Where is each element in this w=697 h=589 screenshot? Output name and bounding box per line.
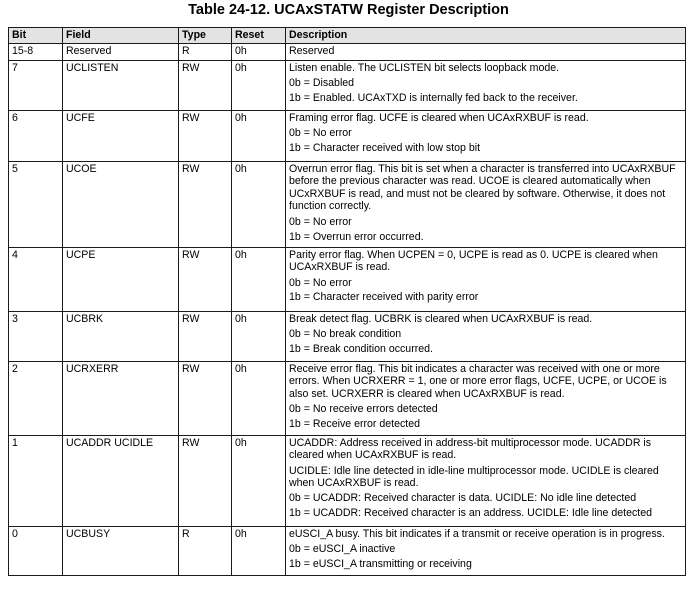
cell-type: RW [179, 247, 232, 311]
description-line: 1b = Receive error detected [289, 417, 421, 430]
cell-field: UCBUSY [63, 526, 179, 575]
cell-field: UCPE [63, 247, 179, 311]
cell-reset: 0h [232, 361, 286, 435]
cell-reset: 0h [232, 311, 286, 361]
description-line: 0b = No error [289, 215, 352, 228]
description-line: 0b = UCADDR: Received character is data. UCIDLE: No idle line detected [289, 491, 637, 504]
description-line: 0b = No error [289, 276, 352, 289]
cell-description [286, 311, 686, 361]
description-line: 0b = No error [289, 127, 352, 140]
cell-description [286, 526, 686, 575]
description-line: Overrun error flag. This bit is set when a character is transferred into UCAxRXBUF before the previous character was read. UCOE is cleared automatically when UCxRXBUF is read, and must not be cleared by software. Otherwise, it does not function correctly. [289, 162, 676, 213]
description-line: 1b = Character received with low stop bit [289, 141, 481, 154]
cell-bit: 3 [9, 311, 63, 361]
cell-reset: 0h [232, 247, 286, 311]
header-description: Description [286, 28, 686, 44]
cell-reset: 0h [232, 526, 286, 575]
cell-bit: 15-8 [9, 44, 63, 61]
cell-bit: 7 [9, 60, 63, 110]
register-table [8, 27, 686, 576]
header-type: Type [179, 28, 232, 44]
cell-bit: 0 [9, 526, 63, 575]
cell-reset: 0h [232, 161, 286, 247]
table-row [9, 311, 686, 361]
header-bit: Bit [9, 28, 63, 44]
description-line: 1b = eUSCI_A transmitting or receiving [289, 557, 472, 570]
cell-description [286, 161, 686, 247]
description-line: 0b = No break condition [289, 328, 402, 341]
table-body [9, 44, 686, 576]
table-row [9, 110, 686, 161]
cell-description [286, 44, 686, 61]
description-line: UCADDR: Address received in address-bit multiprocessor mode. UCADDR is cleared when UCAxRXBUF is read. [289, 436, 652, 462]
cell-reset: 0h [232, 110, 286, 161]
description-line: 0b = Disabled [289, 77, 355, 90]
cell-field: UCBRK [63, 311, 179, 361]
header-reset: Reset [232, 28, 286, 44]
cell-description [286, 60, 686, 110]
description-line: 0b = eUSCI_A inactive [289, 543, 396, 556]
cell-description [286, 435, 686, 526]
cell-type: RW [179, 161, 232, 247]
header-field: Field [63, 28, 179, 44]
description-line: 1b = Enabled. UCAxTXD is internally fed back to the receiver. [289, 91, 578, 104]
table-title: Table 24-12. UCAxSTATW Register Description [188, 2, 509, 18]
cell-description [286, 110, 686, 161]
cell-type: RW [179, 435, 232, 526]
cell-reset: 0h [232, 44, 286, 61]
description-line: Receive error flag. This bit indicates a character was received with one or more errors. When UCRXERR = 1, one or more error flags, UCFE, UCPE, or UCOE is also set. UCRXERR is cleared when UCAxRXBUF is read. [289, 362, 667, 400]
cell-type: RW [179, 60, 232, 110]
table-row [9, 60, 686, 110]
description-line: Framing error flag. UCFE is cleared when UCAxRXBUF is read. [289, 111, 589, 124]
description-line: 1b = UCADDR: Received character is an address. UCIDLE: Idle line detected [289, 506, 653, 519]
cell-field: UCADDR UCIDLE [63, 435, 179, 526]
cell-type: RW [179, 361, 232, 435]
description-line: Parity error flag. When UCPEN = 0, UCPE is read as 0. UCPE is cleared when UCAxRXBUF is read. [289, 248, 658, 274]
description-line: 0b = No receive errors detected [289, 403, 438, 416]
cell-bit: 4 [9, 247, 63, 311]
cell-field: UCFE [63, 110, 179, 161]
table-row [9, 44, 686, 61]
cell-type: R [179, 44, 232, 61]
cell-type: R [179, 526, 232, 575]
cell-bit: 1 [9, 435, 63, 526]
description-line: 1b = Character received with parity error [289, 291, 479, 304]
cell-bit: 5 [9, 161, 63, 247]
cell-reset: 0h [232, 60, 286, 110]
cell-description [286, 247, 686, 311]
cell-description [286, 361, 686, 435]
table-row [9, 435, 686, 526]
description-line: Break detect flag. UCBRK is cleared when UCAxRXBUF is read. [289, 312, 593, 325]
cell-reset: 0h [232, 435, 286, 526]
table-row [9, 526, 686, 575]
table-row [9, 161, 686, 247]
description-line: 1b = Break condition occurred. [289, 342, 433, 355]
cell-field: UCLISTEN [63, 60, 179, 110]
table-row [9, 247, 686, 311]
cell-type: RW [179, 311, 232, 361]
description-line: 1b = Overrun error occurred. [289, 230, 424, 243]
cell-type: RW [179, 110, 232, 161]
cell-bit: 2 [9, 361, 63, 435]
cell-field: Reserved [63, 44, 179, 61]
cell-field: UCRXERR [63, 361, 179, 435]
description-line: Listen enable. The UCLISTEN bit selects loopback mode. [289, 61, 560, 74]
cell-field: UCOE [63, 161, 179, 247]
description-line: eUSCI_A busy. This bit indicates if a transmit or receive operation is in progress. [289, 527, 665, 540]
cell-bit: 6 [9, 110, 63, 161]
description-line: UCIDLE: Idle line detected in idle-line multiprocessor mode. UCIDLE is cleared when UCAxRXBUF is read. [289, 464, 659, 490]
description-line: Reserved [289, 45, 335, 57]
header-row [9, 28, 686, 44]
table-row [9, 361, 686, 435]
